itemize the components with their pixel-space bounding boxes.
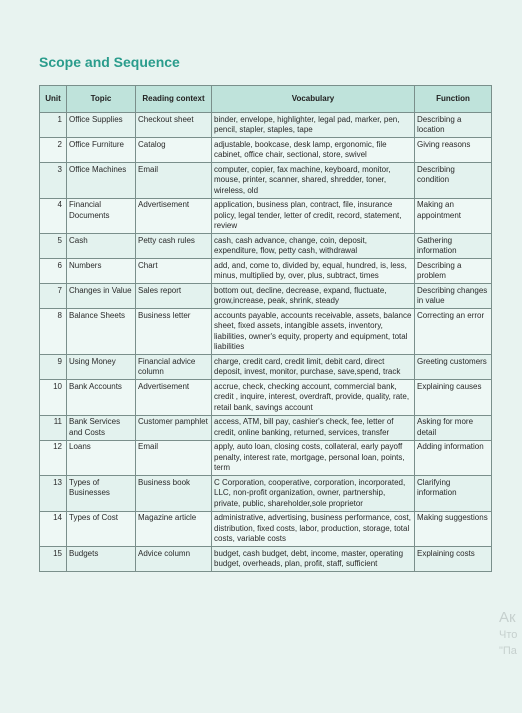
table-row bbox=[40, 415, 492, 440]
cell-unit: 13 bbox=[40, 476, 67, 512]
cell-vocabulary: access, ATM, bill pay, cashier's check, fee, letter of credit, online banking, returned, services, transfer bbox=[212, 415, 415, 440]
table-row bbox=[40, 284, 492, 309]
cell-reading-context: Business book bbox=[136, 476, 212, 512]
table-body bbox=[40, 113, 492, 572]
table-row bbox=[40, 547, 492, 572]
cell-vocabulary: accounts payable, accounts receivable, assets, balance sheet, fixed assets, intangible assets, inventory, liabilities, owner's equity, property and equipment, total liabilities bbox=[212, 309, 415, 355]
cell-vocabulary: accrue, check, checking account, commercial bank, credit , inquire, interest, overdraft, provide, quality, rate, retail bank, savings account bbox=[212, 380, 415, 416]
header-row bbox=[40, 86, 492, 113]
watermark-line-1: Ак bbox=[499, 609, 516, 626]
cell-topic: Changes in Value bbox=[67, 284, 136, 309]
header-unit: Unit bbox=[40, 86, 67, 113]
cell-vocabulary: binder, envelope, highlighter, legal pad, marker, pen, pencil, stapler, staples, tape bbox=[212, 113, 415, 138]
cell-unit: 6 bbox=[40, 259, 67, 284]
cell-reading-context: Advertisement bbox=[136, 198, 212, 234]
cell-topic: Using Money bbox=[67, 355, 136, 380]
cell-vocabulary: bottom out, decline, decrease, expand, fluctuate, grow,increase, peak, shrink, steady bbox=[212, 284, 415, 309]
cell-topic: Budgets bbox=[67, 547, 136, 572]
scope-and-sequence-table bbox=[39, 85, 492, 572]
cell-reading-context: Advice column bbox=[136, 547, 212, 572]
cell-vocabulary: apply, auto loan, closing costs, collateral, early payoff penalty, interest rate, mortgage, personal loan, points, term bbox=[212, 440, 415, 476]
table-row bbox=[40, 355, 492, 380]
header-function: Function bbox=[415, 86, 492, 113]
cell-reading-context: Checkout sheet bbox=[136, 113, 212, 138]
cell-topic: Types of Cost bbox=[67, 511, 136, 547]
table-row bbox=[40, 309, 492, 355]
header-vocabulary: Vocabulary bbox=[212, 86, 415, 113]
cell-reading-context: Business letter bbox=[136, 309, 212, 355]
cell-vocabulary: cash, cash advance, change, coin, deposit, expenditure, flow, petty cash, withdrawal bbox=[212, 234, 415, 259]
cell-reading-context: Chart bbox=[136, 259, 212, 284]
cell-reading-context: Financial advice column bbox=[136, 355, 212, 380]
watermark bbox=[499, 608, 522, 659]
cell-unit: 15 bbox=[40, 547, 67, 572]
cell-unit: 12 bbox=[40, 440, 67, 476]
table-header bbox=[40, 86, 492, 113]
cell-function: Correcting an error bbox=[415, 309, 492, 355]
table-row bbox=[40, 259, 492, 284]
cell-unit: 5 bbox=[40, 234, 67, 259]
cell-vocabulary: charge, credit card, credit limit, debit card, direct deposit, invest, monitor, purchase, save,spend, track bbox=[212, 355, 415, 380]
cell-function: Making an appointment bbox=[415, 198, 492, 234]
cell-reading-context: Customer pamphlet bbox=[136, 415, 212, 440]
cell-topic: Balance Sheets bbox=[67, 309, 136, 355]
cell-unit: 11 bbox=[40, 415, 67, 440]
cell-function: Giving reasons bbox=[415, 138, 492, 163]
table-row bbox=[40, 198, 492, 234]
cell-function: Describing a location bbox=[415, 113, 492, 138]
table-row bbox=[40, 380, 492, 416]
cell-vocabulary: administrative, advertising, business performance, cost, distribution, fixed costs, labor, production, storage, total costs, variable costs bbox=[212, 511, 415, 547]
cell-reading-context: Catalog bbox=[136, 138, 212, 163]
cell-reading-context: Sales report bbox=[136, 284, 212, 309]
cell-function: Adding information bbox=[415, 440, 492, 476]
table-row bbox=[40, 113, 492, 138]
header-reading-context: Reading context bbox=[136, 86, 212, 113]
cell-function: Clarifying information bbox=[415, 476, 492, 512]
cell-vocabulary: application, business plan, contract, file, insurance policy, legal tender, letter of credit, record, statement, review bbox=[212, 198, 415, 234]
cell-unit: 4 bbox=[40, 198, 67, 234]
cell-vocabulary: adjustable, bookcase, desk lamp, ergonomic, file cabinet, office chair, sectional, store, swivel bbox=[212, 138, 415, 163]
cell-topic: Bank Services and Costs bbox=[67, 415, 136, 440]
watermark-line-2: Что bbox=[499, 629, 518, 641]
table-row bbox=[40, 138, 492, 163]
cell-topic: Loans bbox=[67, 440, 136, 476]
cell-vocabulary: C Corporation, cooperative, corporation, incorporated, LLC, non-profit organization, owner, partnership, private, public, shareholder,sole proprietor bbox=[212, 476, 415, 512]
cell-function: Describing condition bbox=[415, 163, 492, 199]
cell-reading-context: Email bbox=[136, 163, 212, 199]
cell-unit: 9 bbox=[40, 355, 67, 380]
cell-function: Greeting customers bbox=[415, 355, 492, 380]
cell-unit: 1 bbox=[40, 113, 67, 138]
cell-function: Explaining costs bbox=[415, 547, 492, 572]
cell-reading-context: Advertisement bbox=[136, 380, 212, 416]
cell-function: Gathering information bbox=[415, 234, 492, 259]
page-title: Scope and Sequence bbox=[39, 54, 180, 70]
table-row bbox=[40, 511, 492, 547]
cell-unit: 14 bbox=[40, 511, 67, 547]
cell-topic: Office Supplies bbox=[67, 113, 136, 138]
cell-unit: 2 bbox=[40, 138, 67, 163]
cell-unit: 8 bbox=[40, 309, 67, 355]
header-topic: Topic bbox=[67, 86, 136, 113]
cell-vocabulary: add, and, come to, divided by, equal, hundred, is, less, minus, multiplied by, over, plus, subtract, times bbox=[212, 259, 415, 284]
cell-topic: Financial Documents bbox=[67, 198, 136, 234]
cell-topic: Numbers bbox=[67, 259, 136, 284]
cell-vocabulary: budget, cash budget, debt, income, master, operating budget, overheads, plan, profit, staff, sufficient bbox=[212, 547, 415, 572]
table-row bbox=[40, 163, 492, 199]
cell-topic: Types of Businesses bbox=[67, 476, 136, 512]
table-row bbox=[40, 476, 492, 512]
cell-function: Explaining causes bbox=[415, 380, 492, 416]
cell-function: Describing changes in value bbox=[415, 284, 492, 309]
table-row bbox=[40, 234, 492, 259]
cell-function: Making suggestions bbox=[415, 511, 492, 547]
cell-unit: 3 bbox=[40, 163, 67, 199]
watermark-line-3: "Па bbox=[499, 645, 517, 657]
cell-vocabulary: computer, copier, fax machine, keyboard, monitor, mouse, printer, scanner, shared, shredder, toner, wireless, old bbox=[212, 163, 415, 199]
cell-topic: Cash bbox=[67, 234, 136, 259]
cell-function: Asking for more detail bbox=[415, 415, 492, 440]
table-row bbox=[40, 440, 492, 476]
cell-function: Describing a problem bbox=[415, 259, 492, 284]
cell-reading-context: Email bbox=[136, 440, 212, 476]
cell-unit: 7 bbox=[40, 284, 67, 309]
cell-topic: Office Furniture bbox=[67, 138, 136, 163]
cell-topic: Office Machines bbox=[67, 163, 136, 199]
cell-reading-context: Magazine article bbox=[136, 511, 212, 547]
cell-unit: 10 bbox=[40, 380, 67, 416]
cell-topic: Bank Accounts bbox=[67, 380, 136, 416]
cell-reading-context: Petty cash rules bbox=[136, 234, 212, 259]
